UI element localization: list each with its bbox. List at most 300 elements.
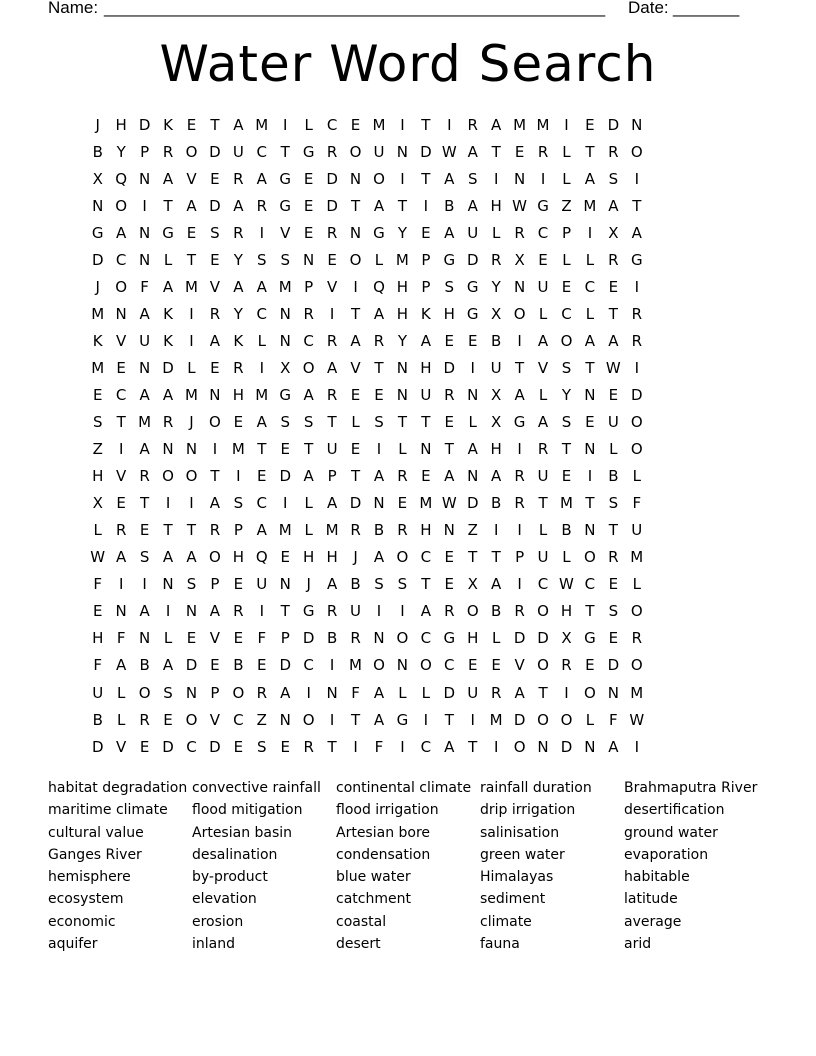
grid-cell[interactable]: C [326,115,338,134]
grid-cell[interactable]: S [561,413,572,432]
grid-cell[interactable]: L [257,331,266,350]
grid-cell[interactable]: N [537,737,549,756]
grid-cell[interactable]: T [444,710,454,729]
grid-cell[interactable]: T [515,358,525,377]
grid-cell[interactable]: M [559,494,573,513]
grid-cell[interactable]: C [537,223,549,242]
grid-cell[interactable]: O [630,142,643,161]
grid-cell[interactable]: S [233,494,244,513]
grid-cell[interactable]: I [400,737,405,756]
grid-cell[interactable]: E [280,548,290,567]
grid-cell[interactable]: R [233,358,244,377]
grid-cell[interactable]: N [443,521,455,540]
grid-cell[interactable]: S [186,575,197,594]
grid-cell[interactable]: P [280,629,290,648]
grid-cell[interactable]: B [350,575,361,594]
grid-cell[interactable]: X [491,385,502,404]
grid-cell[interactable]: T [327,737,337,756]
grid-cell[interactable]: V [514,656,525,675]
grid-cell[interactable]: L [374,250,384,269]
grid-cell[interactable]: B [444,196,455,215]
grid-cell[interactable]: N [584,385,596,404]
grid-cell[interactable]: N [279,331,291,350]
grid-cell[interactable]: A [420,331,431,350]
grid-cell[interactable]: A [139,304,150,323]
grid-cell[interactable]: L [421,683,431,702]
grid-cell[interactable]: O [349,250,362,269]
grid-cell[interactable]: F [374,737,384,756]
grid-cell[interactable]: D [326,169,338,188]
grid-cell[interactable]: C [186,737,197,756]
grid-cell[interactable]: H [232,548,244,567]
grid-cell[interactable]: A [444,467,455,486]
grid-cell[interactable]: D [513,710,526,729]
grid-cell[interactable]: U [139,331,151,350]
grid-cell[interactable]: X [514,250,525,269]
grid-cell[interactable]: I [540,169,546,188]
grid-cell[interactable]: M [184,385,198,404]
grid-cell[interactable]: L [351,413,360,432]
grid-cell[interactable]: I [634,169,639,188]
grid-cell[interactable]: O [513,737,526,756]
grid-cell[interactable]: D [631,385,643,404]
grid-cell[interactable]: I [306,683,311,702]
grid-cell[interactable]: R [350,629,361,648]
grid-cell[interactable]: R [233,602,244,621]
grid-cell[interactable]: L [491,223,501,242]
grid-cell[interactable]: E [116,494,126,513]
grid-cell[interactable]: A [256,413,267,432]
grid-cell[interactable]: E [467,656,478,675]
grid-cell[interactable]: G [443,629,456,648]
grid-cell[interactable]: T [350,304,361,323]
grid-cell[interactable]: A [326,358,338,377]
grid-cell[interactable]: A [186,196,197,215]
grid-cell[interactable]: E [233,629,244,648]
grid-cell[interactable]: C [115,385,127,404]
grid-cell[interactable]: O [302,710,315,729]
grid-cell[interactable]: D [326,196,338,215]
grid-cell[interactable]: M [630,683,644,702]
grid-cell[interactable]: L [468,413,477,432]
grid-cell[interactable]: A [139,385,150,404]
grid-cell[interactable]: S [608,494,619,513]
grid-cell[interactable]: I [353,737,358,756]
grid-cell[interactable]: R [256,196,267,215]
grid-cell[interactable]: C [303,331,314,350]
grid-cell[interactable]: V [116,331,127,350]
grid-cell[interactable]: T [374,358,384,377]
grid-cell[interactable]: A [256,169,267,188]
grid-cell[interactable]: D [185,656,198,675]
grid-cell[interactable]: E [585,115,595,134]
grid-cell[interactable]: N [162,440,174,459]
grid-cell[interactable]: I [493,737,499,756]
grid-cell[interactable]: P [327,467,337,486]
grid-cell[interactable]: D [279,656,291,675]
grid-cell[interactable]: H [92,467,104,486]
grid-cell[interactable]: M [325,521,339,540]
grid-cell[interactable]: A [491,467,502,486]
grid-cell[interactable]: A [139,602,150,621]
grid-cell[interactable]: M [630,548,644,567]
grid-cell[interactable]: H [303,548,315,567]
grid-cell[interactable]: D [607,115,620,134]
grid-cell[interactable]: D [420,142,432,161]
grid-cell[interactable]: N [513,277,526,296]
grid-cell[interactable]: W [441,142,457,161]
grid-cell[interactable]: C [584,575,596,594]
grid-cell[interactable]: R [303,737,314,756]
grid-cell[interactable]: J [353,548,358,567]
grid-cell[interactable]: L [93,521,102,540]
grid-cell[interactable]: A [303,385,314,404]
grid-cell[interactable]: A [444,223,455,242]
grid-cell[interactable]: A [584,169,596,188]
grid-cell[interactable]: E [210,656,220,675]
grid-cell[interactable]: L [398,683,407,702]
grid-cell[interactable]: W [605,358,621,377]
grid-cell[interactable]: C [256,304,268,323]
grid-cell[interactable]: L [187,358,196,377]
grid-cell[interactable]: N [349,223,362,242]
grid-cell[interactable]: D [162,737,174,756]
grid-cell[interactable]: I [400,169,405,188]
grid-cell[interactable]: P [515,548,525,567]
grid-cell[interactable]: R [514,494,525,513]
grid-cell[interactable]: C [420,548,432,567]
grid-cell[interactable]: O [584,683,596,702]
grid-cell[interactable]: H [443,304,455,323]
grid-cell[interactable]: N [373,494,385,513]
grid-cell[interactable]: T [257,440,267,459]
grid-cell[interactable]: E [210,358,220,377]
grid-cell[interactable]: S [561,358,572,377]
grid-cell[interactable]: R [631,304,642,323]
grid-cell[interactable]: N [185,602,198,621]
date-blank[interactable]: _______ [673,0,740,17]
grid-cell[interactable]: L [632,467,641,486]
grid-cell[interactable]: I [165,494,171,513]
grid-cell[interactable]: O [584,548,596,567]
grid-cell[interactable]: L [585,710,595,729]
grid-cell[interactable]: U [537,277,549,296]
grid-cell[interactable]: B [491,602,502,621]
grid-cell[interactable]: E [257,467,267,486]
grid-cell[interactable]: T [421,413,431,432]
grid-cell[interactable]: O [349,142,362,161]
grid-cell[interactable]: X [92,169,103,188]
grid-cell[interactable]: O [162,467,174,486]
grid-cell[interactable]: E [397,494,408,513]
grid-cell[interactable]: Z [256,710,267,729]
grid-cell[interactable]: E [303,169,314,188]
grid-cell[interactable]: R [326,142,338,161]
grid-cell[interactable]: Y [491,277,501,296]
grid-cell[interactable]: I [212,440,218,459]
grid-cell[interactable]: T [350,710,361,729]
grid-cell[interactable]: X [92,494,103,513]
grid-cell[interactable]: C [303,656,314,675]
grid-cell[interactable]: O [396,548,409,567]
grid-cell[interactable]: K [420,304,431,323]
grid-cell[interactable]: I [634,358,639,377]
grid-cell[interactable]: H [92,629,104,648]
grid-cell[interactable]: O [115,277,128,296]
grid-cell[interactable]: C [233,710,244,729]
grid-cell[interactable]: S [92,413,103,432]
grid-cell[interactable]: L [304,115,313,134]
grid-cell[interactable]: O [537,710,549,729]
grid-cell[interactable]: K [233,331,244,350]
grid-cell[interactable]: Y [116,142,126,161]
grid-cell[interactable]: T [421,575,431,594]
grid-cell[interactable]: P [233,521,243,540]
grid-cell[interactable]: N [138,629,151,648]
grid-cell[interactable]: T [468,737,478,756]
grid-cell[interactable]: A [631,223,642,242]
grid-cell[interactable]: I [259,223,264,242]
grid-cell[interactable]: H [396,304,409,323]
grid-cell[interactable]: N [303,250,315,269]
grid-cell[interactable]: A [162,169,174,188]
grid-cell[interactable]: F [632,494,642,513]
grid-cell[interactable]: E [350,385,361,404]
grid-cell[interactable]: A [491,115,502,134]
grid-cell[interactable]: O [185,467,198,486]
grid-cell[interactable]: E [585,656,595,675]
grid-cell[interactable]: E [280,440,290,459]
grid-cell[interactable]: E [210,250,220,269]
grid-cell[interactable]: M [91,358,105,377]
grid-cell[interactable]: O [537,656,549,675]
grid-cell[interactable]: D [537,629,549,648]
grid-cell[interactable]: M [278,277,292,296]
grid-cell[interactable]: N [396,358,409,377]
grid-cell[interactable]: S [210,223,220,242]
grid-cell[interactable]: L [562,169,571,188]
grid-cell[interactable]: L [163,250,173,269]
grid-cell[interactable]: R [514,467,525,486]
grid-cell[interactable]: C [256,494,268,513]
grid-cell[interactable]: S [467,169,478,188]
grid-cell[interactable]: L [538,385,548,404]
grid-cell[interactable]: I [517,575,522,594]
grid-cell[interactable]: A [162,656,174,675]
grid-cell[interactable]: T [632,196,642,215]
grid-cell[interactable]: A [373,710,385,729]
grid-cell[interactable]: A [326,494,338,513]
grid-cell[interactable]: Y [233,304,243,323]
grid-cell[interactable]: L [304,521,313,540]
grid-cell[interactable]: T [561,440,572,459]
grid-cell[interactable]: D [91,250,104,269]
grid-cell[interactable]: E [514,142,525,161]
grid-cell[interactable]: I [470,710,475,729]
grid-cell[interactable]: N [115,602,127,621]
grid-cell[interactable]: N [279,575,291,594]
grid-cell[interactable]: O [630,413,643,432]
name-blank[interactable]: _____________________________________________________ [104,0,606,17]
grid-cell[interactable]: U [420,385,432,404]
grid-cell[interactable]: A [491,575,502,594]
grid-cell[interactable]: R [209,521,221,540]
grid-cell[interactable]: E [350,440,361,459]
grid-cell[interactable]: D [443,358,456,377]
grid-cell[interactable]: I [400,602,405,621]
grid-cell[interactable]: D [513,629,526,648]
grid-cell[interactable]: X [467,575,478,594]
grid-cell[interactable]: I [118,575,124,594]
grid-cell[interactable]: M [583,196,597,215]
grid-cell[interactable]: H [115,115,127,134]
grid-cell[interactable]: U [537,548,549,567]
grid-cell[interactable]: C [584,277,596,296]
grid-cell[interactable]: P [304,277,314,296]
grid-cell[interactable]: R [233,169,244,188]
grid-cell[interactable]: R [537,440,549,459]
grid-cell[interactable]: B [92,142,103,161]
grid-cell[interactable]: I [634,277,639,296]
grid-cell[interactable]: S [280,413,290,432]
grid-cell[interactable]: B [608,467,619,486]
grid-cell[interactable]: M [255,115,269,134]
grid-cell[interactable]: L [609,440,618,459]
grid-cell[interactable]: U [256,575,268,594]
grid-cell[interactable]: E [186,223,197,242]
grid-cell[interactable]: I [517,521,522,540]
grid-cell[interactable]: S [444,277,455,296]
grid-cell[interactable]: W [90,548,106,567]
grid-cell[interactable]: I [423,710,429,729]
grid-cell[interactable]: E [139,521,150,540]
grid-cell[interactable]: A [233,196,244,215]
grid-cell[interactable]: E [92,602,103,621]
grid-cell[interactable]: G [396,710,409,729]
grid-cell[interactable]: A [233,277,244,296]
grid-cell[interactable]: X [491,304,502,323]
grid-cell[interactable]: R [514,602,525,621]
grid-cell[interactable]: R [139,710,150,729]
grid-cell[interactable]: O [513,304,526,323]
grid-cell[interactable]: G [513,413,526,432]
grid-cell[interactable]: V [116,737,127,756]
grid-cell[interactable]: M [372,115,386,134]
grid-cell[interactable]: A [467,142,478,161]
grid-cell[interactable]: T [186,521,197,540]
grid-cell[interactable]: N [138,223,151,242]
grid-cell[interactable]: K [163,331,173,350]
grid-cell[interactable]: O [630,656,643,675]
grid-cell[interactable]: A [350,331,361,350]
grid-cell[interactable]: I [329,656,335,675]
grid-cell[interactable]: N [279,304,291,323]
grid-cell[interactable]: N [138,250,151,269]
grid-cell[interactable]: T [608,304,618,323]
grid-cell[interactable]: I [517,440,522,459]
grid-cell[interactable]: E [186,629,197,648]
grid-cell[interactable]: S [139,548,150,567]
grid-cell[interactable]: N [396,385,409,404]
grid-cell[interactable]: I [634,737,639,756]
grid-cell[interactable]: Y [397,331,407,350]
grid-cell[interactable]: L [116,710,126,729]
grid-cell[interactable]: T [608,521,618,540]
grid-cell[interactable]: E [233,575,244,594]
grid-cell[interactable]: E [608,385,619,404]
grid-cell[interactable]: F [93,575,103,594]
grid-cell[interactable]: L [163,629,173,648]
grid-cell[interactable]: B [491,331,502,350]
grid-cell[interactable]: I [376,602,382,621]
grid-cell[interactable]: E [608,629,619,648]
grid-cell[interactable]: E [350,115,361,134]
grid-cell[interactable]: L [116,683,126,702]
grid-cell[interactable]: G [373,223,385,242]
grid-cell[interactable]: I [587,223,593,242]
grid-cell[interactable]: J [306,575,311,594]
grid-cell[interactable]: D [443,683,456,702]
grid-cell[interactable]: A [373,683,385,702]
grid-cell[interactable]: R [490,683,502,702]
grid-cell[interactable]: G [279,385,292,404]
grid-cell[interactable]: N [420,440,432,459]
grid-cell[interactable]: E [421,223,431,242]
grid-cell[interactable]: U [92,683,104,702]
grid-cell[interactable]: A [116,223,127,242]
grid-cell[interactable]: L [562,250,571,269]
grid-cell[interactable]: S [257,737,267,756]
grid-cell[interactable]: A [233,115,244,134]
grid-cell[interactable]: B [139,656,150,675]
grid-cell[interactable]: E [257,656,267,675]
grid-cell[interactable]: A [608,737,619,756]
grid-cell[interactable]: W [512,196,528,215]
grid-cell[interactable]: Q [115,169,128,188]
grid-cell[interactable]: G [279,196,292,215]
grid-cell[interactable]: A [139,440,150,459]
grid-cell[interactable]: M [536,115,550,134]
grid-cell[interactable]: J [95,277,100,296]
grid-cell[interactable]: G [302,602,315,621]
grid-cell[interactable]: N [396,142,409,161]
grid-cell[interactable]: D [209,142,221,161]
grid-cell[interactable]: J [189,413,194,432]
grid-cell[interactable]: R [608,548,619,567]
grid-cell[interactable]: R [608,250,619,269]
grid-cell[interactable]: R [467,115,478,134]
grid-cell[interactable]: R [444,602,455,621]
grid-cell[interactable]: A [280,683,291,702]
grid-cell[interactable]: T [491,548,501,567]
grid-cell[interactable]: O [419,656,432,675]
grid-cell[interactable]: Q [255,548,268,567]
grid-cell[interactable]: T [491,142,501,161]
grid-cell[interactable]: U [467,223,479,242]
grid-cell[interactable]: I [165,602,171,621]
grid-cell[interactable]: O [373,169,385,188]
grid-cell[interactable]: H [490,196,502,215]
grid-cell[interactable]: O [560,710,573,729]
grid-cell[interactable]: F [257,629,267,648]
grid-cell[interactable]: L [304,494,313,513]
grid-cell[interactable]: J [95,115,100,134]
grid-cell[interactable]: B [561,521,572,540]
grid-cell[interactable]: U [232,142,244,161]
grid-cell[interactable]: R [326,223,338,242]
grid-cell[interactable]: I [564,115,569,134]
grid-cell[interactable]: A [209,494,221,513]
